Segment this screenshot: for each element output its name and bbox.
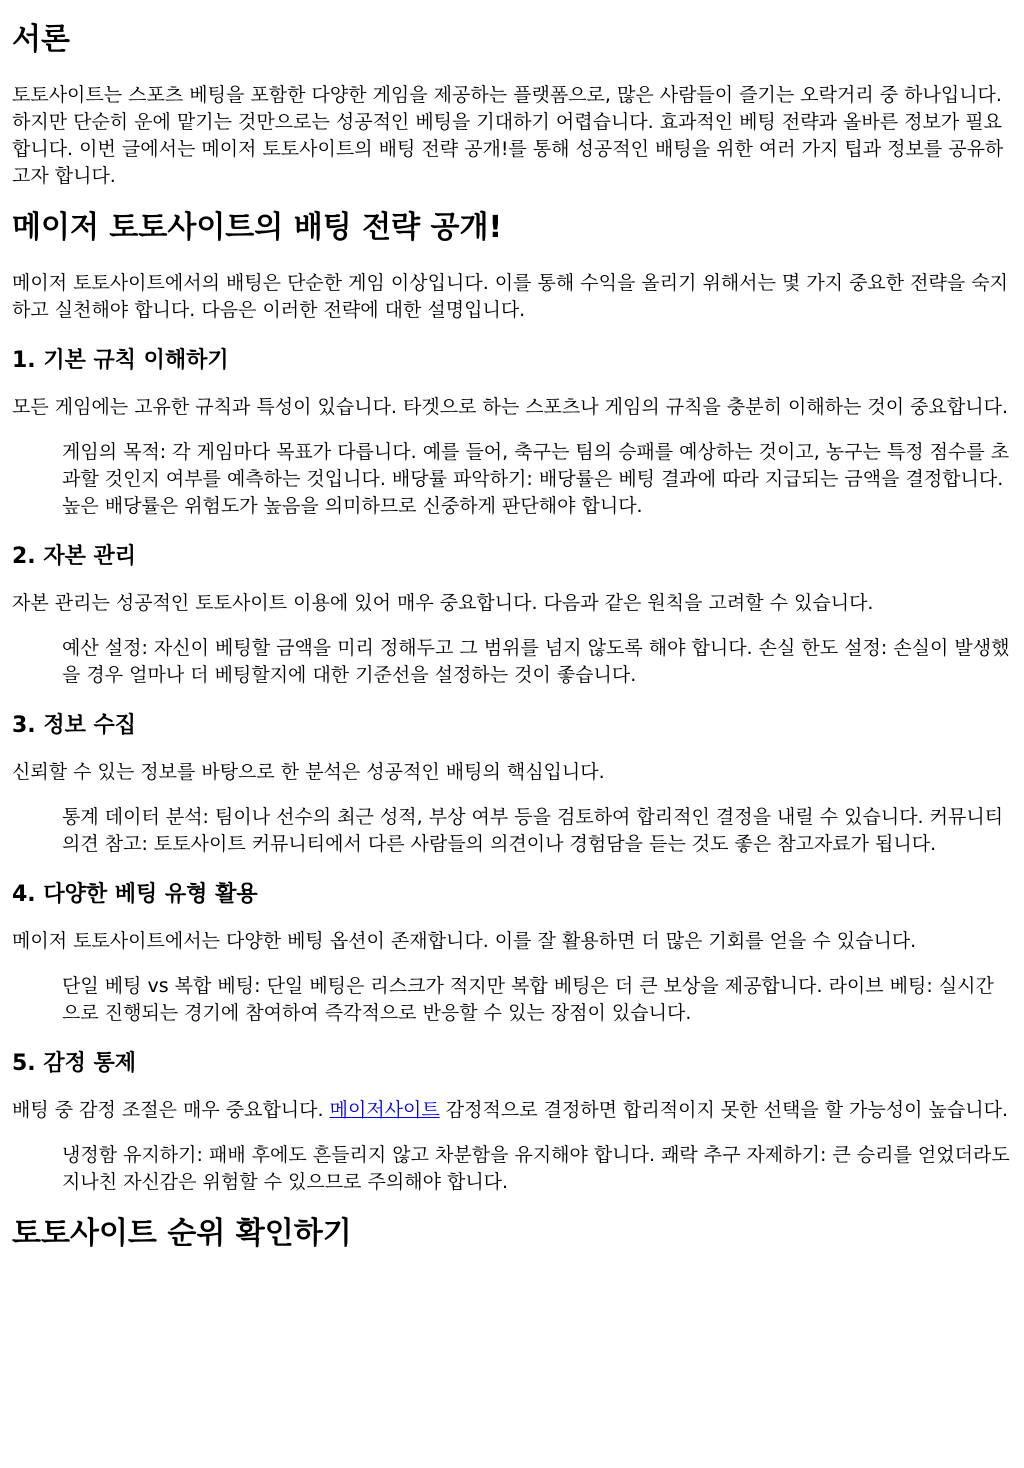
section-quote-capital: 예산 설정: 자신이 베팅할 금액을 미리 정해두고 그 범위를 넘지 않도록 해야 합니다. 손실 한도 설정: 손실이 발생했을 경우 얼마나 더 베팅할지에 대한 기준선을 설정하는 것이 좋습니다.: [62, 637, 1010, 686]
article: [0, 20, 1024, 1254]
major-site-link[interactable]: 메이저사이트: [329, 1099, 440, 1121]
ranking-heading: 토토사이트 순위 확인하기: [12, 1216, 352, 1251]
section-paragraph-emotion: [12, 1097, 1012, 1124]
emotion-text-before: 배팅 중 감정 조절은 매우 중요합니다.: [12, 1099, 324, 1121]
section-quote-bet-types: 단일 베팅 vs 복합 베팅: 단일 베팅은 리스크가 적지만 복합 베팅은 더 큰 보상을 제공합니다. 라이브 베팅: 실시간으로 진행되는 경기에 참여하여 즉각적으로 반응할 수 있는 장점이 있습니다.: [62, 975, 994, 1024]
section-paragraph-basic-rules: 모든 게임에는 고유한 규칙과 특성이 있습니다. 타겟으로 하는 스포츠나 게임의 규칙을 충분히 이해하는 것이 중요합니다.: [12, 396, 1008, 418]
section-heading-info: 3. 정보 수집: [12, 713, 136, 738]
section-quote-emotion: 냉정함 유지하기: 패배 후에도 흔들리지 않고 차분함을 유지해야 합니다. 쾌락 추구 자제하기: 큰 승리를 얻었더라도 지나친 자신감은 위험할 수 있으므로 주의해야 합니다.: [62, 1144, 1010, 1193]
intro-heading: 서론: [12, 22, 70, 57]
section-paragraph-info: 신뢰할 수 있는 정보를 바탕으로 한 분석은 성공적인 배팅의 핵심입니다.: [12, 761, 605, 783]
section-heading-basic-rules: 1. 기본 규칙 이해하기: [12, 348, 229, 373]
section-heading-emotion: 5. 감정 통제: [12, 1051, 136, 1076]
section-quote-basic-rules: 게임의 목적: 각 게임마다 목표가 다릅니다. 예를 들어, 축구는 팀의 승패를 예상하는 것이고, 농구는 특정 점수를 초과할 것인지 여부를 예측하는 것입니다. 배당률 파악하기: 배당률은 베팅 결과에 따라 지급되는 금액을 결정합니다. 높은 배당률은 위험도가 높음을 의미하므로 신중하게 판단해야 합니다.: [62, 441, 1010, 517]
section-quote-info: 통계 데이터 분석: 팀이나 선수의 최근 성적, 부상 여부 등을 검토하여 합리적인 결정을 내릴 수 있습니다. 커뮤니티 의견 참고: 토토사이트 커뮤니티에서 다른 사람들의 의견이나 경험담을 듣는 것도 좋은 참고자료가 됩니다.: [62, 806, 1004, 855]
strategy-heading: 메이저 토토사이트의 배팅 전략 공개!: [12, 210, 503, 245]
section-heading-capital: 2. 자본 관리: [12, 544, 136, 569]
emotion-text-after: 감정적으로 결정하면 합리적이지 못한 선택을 할 가능성이 높습니다.: [445, 1099, 1009, 1121]
intro-paragraph: 토토사이트는 스포츠 베팅을 포함한 다양한 게임을 제공하는 플랫폼으로, 많은 사람들이 즐기는 오락거리 중 하나입니다. 하지만 단순히 운에 맡기는 것만으로는 성공적인 베팅을 기대하기 어렵습니다. 효과적인 베팅 전략과 올바른 정보가 필요합니다. 이번 글에서는 메이저 토토사이트의 배팅 전략 공개!를 통해 성공적인 배팅을 위한 여러 가지 팁과 정보를 공유하고자 합니다.: [12, 84, 1004, 187]
section-paragraph-bet-types: 메이저 토토사이트에서는 다양한 베팅 옵션이 존재합니다. 이를 잘 활용하면 더 많은 기회를 얻을 수 있습니다.: [12, 930, 917, 952]
strategy-paragraph: 메이저 토토사이트에서의 배팅은 단순한 게임 이상입니다. 이를 통해 수익을 올리기 위해서는 몇 가지 중요한 전략을 숙지하고 실천해야 합니다. 다음은 이러한 전략에 대한 설명입니다.: [12, 272, 1008, 321]
section-heading-bet-types: 4. 다양한 베팅 유형 활용: [12, 882, 258, 907]
section-paragraph-capital: 자본 관리는 성공적인 토토사이트 이용에 있어 매우 중요합니다. 다음과 같은 원칙을 고려할 수 있습니다.: [12, 592, 874, 614]
